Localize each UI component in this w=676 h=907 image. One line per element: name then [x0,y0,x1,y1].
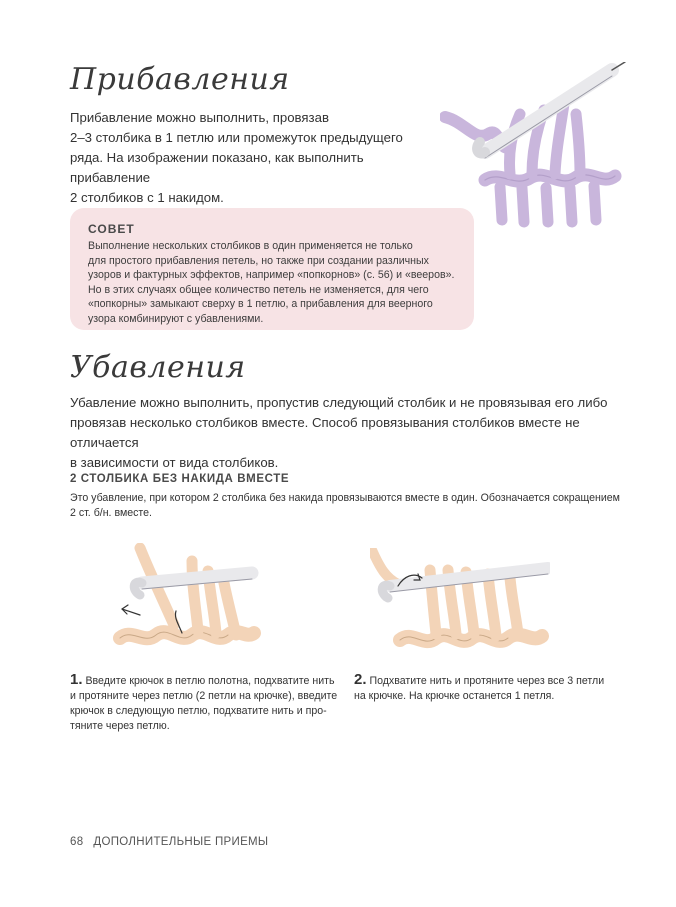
text-line: узора комбинируют с убавлениями. [88,312,264,325]
subsection-heading: 2 СТОЛБИКА БЕЗ НАКИДА ВМЕСТЕ [70,473,290,485]
increases-text [70,108,430,208]
increase-illustration [440,62,640,232]
step-1-illustration [112,543,262,661]
text-line: Убавление можно выполнить, пропустив следующий столбик и не провязывая его либо [70,395,608,410]
text-line: узоров и фактурных эффектов, например «попкорнов» (с. 56) и «вееров». [88,269,455,282]
text-line: Прибавление можно выполнить, провязав [70,110,329,125]
text-line: и протяните через петлю (2 петли на крючке), введите [70,690,338,702]
text-line: крючок в следующую петлю, подхватите нить и про- [70,705,327,717]
text-line: тяните через петлю. [70,720,170,732]
text-line: провязав несколько столбиков вместе. Способ провязывания столбиков вместе не отличается [70,415,580,450]
text-line: Выполнение нескольких столбиков в один применяется не только [88,240,413,252]
text-line: в зависимости от вида столбиков. [70,455,279,470]
tip-heading: СОВЕТ [88,222,135,236]
step-2 [354,672,624,704]
subsection-text [70,491,630,521]
text-line: Подхватите нить и протяните через все 3 петли [369,675,605,687]
text-line: 2–3 столбика в 1 петлю или промежуток предыдущего [70,130,403,145]
decreases-title: Убавления [70,350,246,385]
increases-title: Прибавления [70,62,290,97]
text-line: на крючке. На крючке останется 1 петля. [354,690,555,702]
text-line: Это убавление, при котором 2 столбика без накида провязываются вместе в один. Обозначается сокращением [70,492,620,504]
step-1-number: 1. [70,671,83,688]
tip-text [88,239,468,327]
text-line: Но в этих случаях общее количество петель не изменяется, для чего [88,283,429,296]
text-line: для простого прибавления петель, но также при создании различных [88,254,429,267]
text-line: «попкорны» замыкают сверху в 1 петлю, а прибавления для веерного [88,298,433,311]
section-name: ДОПОЛНИТЕЛЬНЫЕ ПРИЕМЫ [93,836,269,848]
text-line: Введите крючок в петлю полотна, подхватите нить [85,675,335,687]
page-number: 68 [70,836,84,848]
text-line: 2 ст. б/н. вместе. [70,507,152,519]
text-line: ряда. На изображении показано, как выполнить прибавление [70,150,364,185]
page-footer [70,836,268,848]
step-2-illustration [370,548,550,663]
decreases-text [70,393,630,473]
text-line: 2 столбиков с 1 накидом. [70,190,224,205]
step-1 [70,672,340,734]
step-2-number: 2. [354,671,367,688]
